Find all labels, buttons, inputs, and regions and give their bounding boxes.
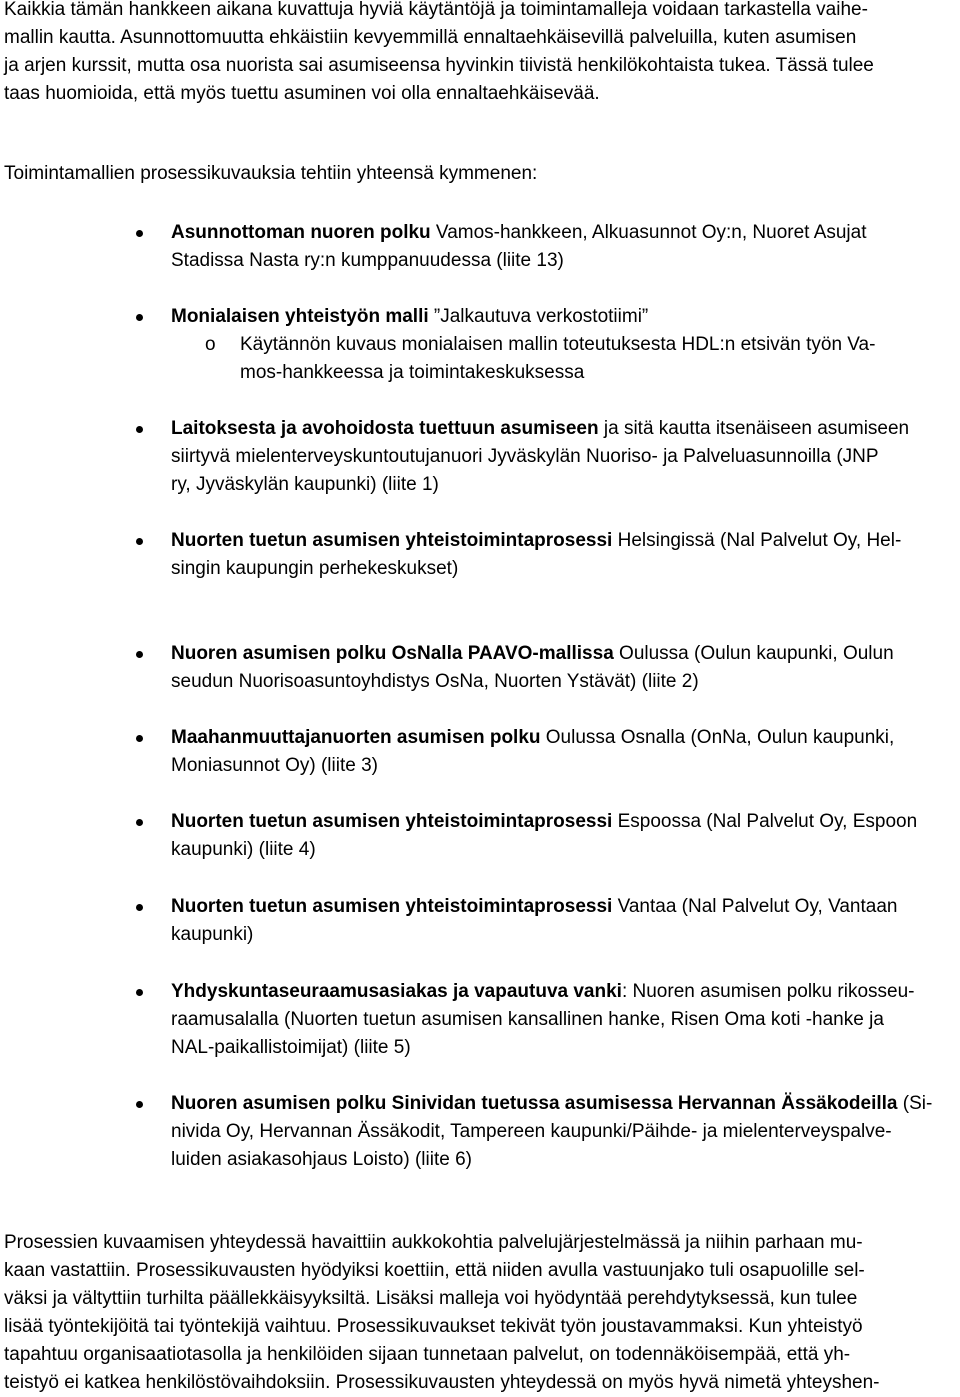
list-item-line <box>171 219 867 247</box>
list-bullet <box>136 819 143 826</box>
list-item-text: Vamos-hankkeen, Alkuasunnot Oy:n, Nuoret Asujat <box>430 222 867 243</box>
list-item-line <box>171 415 909 443</box>
intro-line: taas huomioida, että myös tuettu asuminen voi olla ennaltaehkäisevää. <box>4 83 600 104</box>
list-item-title: Nuoren asumisen polku OsNalla PAAVO-mallissa <box>171 643 614 664</box>
list-item-line <box>171 893 897 921</box>
list-bullet <box>136 426 143 433</box>
list-item-line <box>171 443 909 471</box>
list-item-title: Monialaisen yhteistyön malli <box>171 306 429 327</box>
list-item-title: Nuorten tuetun asumisen yhteistoimintaprosessi <box>171 896 613 917</box>
list-item-line <box>171 527 901 555</box>
list-item-text: ”Jalkautuva verkostotiimi” <box>428 306 649 327</box>
list-item <box>171 219 867 275</box>
outro-line: teistyö ei katkea henkilöstövaihdoksiin. Prosessikuvausten yhteydessä on myös hyvä nimetä yhteyshen- <box>4 1372 880 1393</box>
lead-line: Toimintamallien prosessikuvauksia tehtiin yhteensä kymmenen: <box>4 163 538 184</box>
list-item-text: siirtyvä mielenterveyskuntoutujanuori Jyväskylän Nuoriso- ja Palveluasunnoilla (JNP <box>171 446 879 467</box>
list-item-text: nivida Oy, Hervannan Ässäkodit, Tampereen kaupunki/Päihde- ja mielenterveyspalve- <box>171 1121 892 1142</box>
list-item-text: Moniasunnot Oy) (liite 3) <box>171 755 378 776</box>
list-item-line <box>171 1090 932 1118</box>
list-item <box>171 640 894 696</box>
sub-bullet-marker: o <box>205 334 216 355</box>
list-item-line <box>171 303 648 331</box>
list-item-line <box>171 1146 932 1174</box>
list-item-line <box>171 1006 914 1034</box>
outro-line: lisää työntekijöitä tai työntekijä vaihtuu. Prosessikuvaukset tekivät työn joustavammaksi. Kun yhteistyö <box>4 1316 863 1337</box>
outro-paragraph <box>4 1229 880 1397</box>
list-item-line <box>171 978 914 1006</box>
intro-line: ja arjen kurssit, mutta osa nuorista sai asumiseensa hyvinkin tiivistä henkilökohtaista tukea. Tässä tulee <box>4 55 874 76</box>
list-item-text: ja sitä kautta itsenäiseen asumiseen <box>598 418 910 439</box>
list-item-text: raamusalalla (Nuorten tuetun asumisen kansallinen hanke, Risen Oma koti -hanke ja <box>171 1009 884 1030</box>
list-bullet <box>136 989 143 996</box>
list-item-line <box>171 668 894 696</box>
intro-line: mallin kautta. Asunnottomuutta ehkäistiin kevyemmillä ennaltaehkäisevillä palveluilla, kuten asumisen <box>4 27 857 48</box>
list-item <box>171 978 914 1062</box>
list-item-line <box>171 471 909 499</box>
list-item <box>171 527 901 583</box>
intro-paragraph <box>4 0 874 108</box>
list-bullet <box>136 651 143 658</box>
list-item-text: Stadissa Nasta ry:n kumppanuudessa (liite 13) <box>171 250 564 271</box>
list-item-text: luiden asiakasohjaus Loisto) (liite 6) <box>171 1149 472 1170</box>
list-item-line <box>171 247 867 275</box>
list-item <box>171 303 648 331</box>
sub-list-line: mos-hankkeessa ja toimintakeskuksessa <box>240 362 585 383</box>
list-item-text: Espoossa (Nal Palvelut Oy, Espoon <box>612 811 918 832</box>
list-item-title: Laitoksesta ja avohoidosta tuettuun asumiseen <box>171 418 599 439</box>
list-item-text: ry, Jyväskylän kaupunki) (liite 1) <box>171 474 439 495</box>
list-item-line <box>171 555 901 583</box>
outro-line: kaan vastattiin. Prosessikuvausten hyödyiksi koettiin, että niiden avulla vastuunjako tuli osapuolille sel- <box>4 1260 865 1281</box>
sub-list-item <box>240 331 875 387</box>
list-item-line <box>171 1118 932 1146</box>
outro-line: väksi ja vältyttiin turhilta päällekkäisyyksiltä. Lisäksi malleja voi hyödyntää perehdytyksessä, kun tulee <box>4 1288 858 1309</box>
list-bullet <box>136 230 143 237</box>
list-item-text: Oulussa Osnalla (OnNa, Oulun kaupunki, <box>540 727 895 748</box>
list-item-text: kaupunki) (liite 4) <box>171 839 316 860</box>
sub-list-line: Käytännön kuvaus monialaisen mallin toteutuksesta HDL:n etsivän työn Va- <box>240 334 876 355</box>
list-item-text: Oulussa (Oulun kaupunki, Oulun <box>613 643 894 664</box>
list-item <box>171 808 917 864</box>
list-bullet <box>136 538 143 545</box>
list-item-line <box>171 640 894 668</box>
list-item-text: singin kaupungin perhekeskukset) <box>171 558 459 579</box>
list-item-text: Vantaa (Nal Palvelut Oy, Vantaan <box>612 896 898 917</box>
list-bullet <box>136 904 143 911</box>
intro-line: Kaikkia tämän hankkeen aikana kuvattuja hyviä käytäntöjä ja toimintamalleja voidaan tarkastella vaihe- <box>4 0 868 20</box>
list-item-text: NAL-paikallistoimijat) (liite 5) <box>171 1037 411 1058</box>
list-item-line <box>171 836 917 864</box>
list-item <box>171 893 897 949</box>
list-item-line <box>171 1034 914 1062</box>
list-item-text: Helsingissä (Nal Palvelut Oy, Hel- <box>612 530 902 551</box>
list-item-title: Asunnottoman nuoren polku <box>171 222 431 243</box>
list-item-text: kaupunki) <box>171 924 254 945</box>
list-item-text: : Nuoren asumisen polku rikosseu- <box>621 981 915 1002</box>
list-item <box>171 1090 932 1174</box>
list-item-title: Nuorten tuetun asumisen yhteistoimintaprosessi <box>171 530 613 551</box>
list-item <box>171 415 909 499</box>
list-item-title: Nuorten tuetun asumisen yhteistoimintaprosessi <box>171 811 613 832</box>
list-item-text: seudun Nuorisoasuntoyhdistys OsNa, Nuorten Ystävät) (liite 2) <box>171 671 699 692</box>
list-item-line <box>171 724 894 752</box>
list-item-text: (Si- <box>897 1093 933 1114</box>
list-bullet <box>136 1101 143 1108</box>
list-item <box>171 724 894 780</box>
list-item-line <box>171 921 897 949</box>
outro-line: tapahtuu organisaatiotasolla ja henkilöiden sijaan tunnetaan palvelut, on todennäköisempää, että yh- <box>4 1344 851 1365</box>
list-item-title: Maahanmuuttajanuorten asumisen polku <box>171 727 541 748</box>
list-bullet <box>136 314 143 321</box>
list-item-title: Nuoren asumisen polku Sinividan tuetussa asumisessa Hervannan Ässäkodeilla <box>171 1093 898 1114</box>
list-item-title: Yhdyskuntaseuraamusasiakas ja vapautuva vanki <box>171 981 622 1002</box>
list-item-line <box>171 752 894 780</box>
list-lead-text <box>4 160 537 188</box>
list-item-line <box>171 808 917 836</box>
outro-line: Prosessien kuvaamisen yhteydessä havaittiin aukkokohtia palvelujärjestelmässä ja niihin parhaan mu- <box>4 1232 863 1253</box>
list-bullet <box>136 735 143 742</box>
